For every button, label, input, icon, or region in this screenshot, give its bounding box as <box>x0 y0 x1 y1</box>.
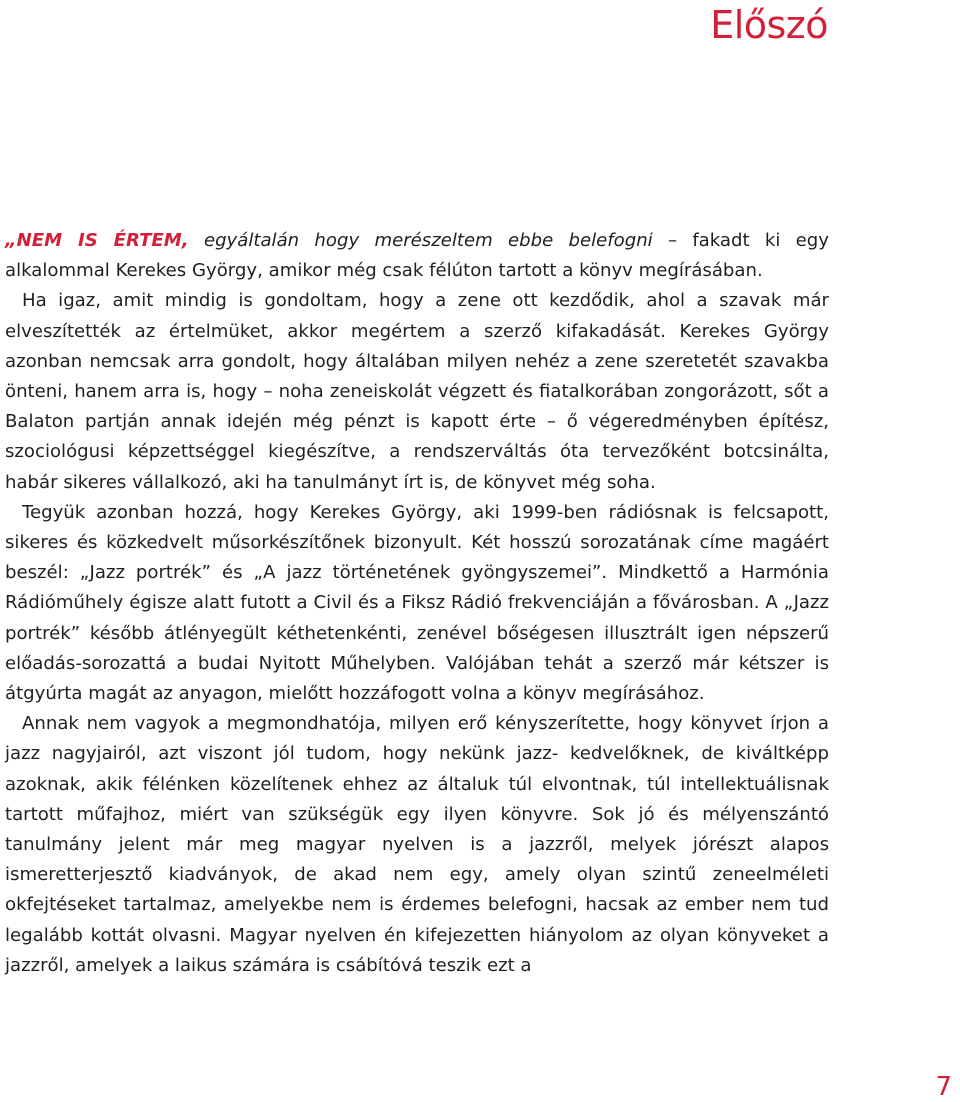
page-title: Előszó <box>710 3 828 47</box>
page-number: 7 <box>935 1072 952 1102</box>
lead-phrase: „NEM IS ÉRTEM, <box>5 230 189 251</box>
paragraph-4: Annak nem vagyok a megmondhatója, milyen erő kényszerítette, hogy könyvet írjon a jazz nagyjairól, azt viszont jól tudom, hogy nekünk jazz- kedvelőknek, de kiváltképp azoknak, akik félénken közelítenek ehhez az általuk túl elvontnak, túl intellektuálisnak tartott műfajhoz, miért van szükségük egy ilyen könyvre. Sok jó és mélyenszántó tanulmány jelent már meg magyar nyelven is a jazzről, melyek jórészt alapos ismeretterjesztő kiadványok, de akad nem egy, amely olyan szintű zeneelméleti okfejtéseket tartalmaz, amelyekbe nem is érdemes belefogni, hacsak az ember nem tud legalább kottát olvasni. Magyar nyelven én kifejezetten hiányolom az olyan könyveket a jazzről, amelyek a laikus számára is csábítóvá teszik ezt a <box>5 713 829 976</box>
quote-text: egyáltalán hogy merészeltem ebbe belefogni <box>188 230 653 251</box>
paragraph-1 <box>5 226 829 286</box>
paragraph-2: Ha igaz, amit mindig is gondoltam, hogy a zene ott kezdődik, ahol a szavak már elveszítették az értelmüket, akkor megértem a szerző kifakadását. Kerekes György azonban nemcsak arra gondolt, hogy általában milyen nehéz a zene szeretetét szavakba önteni, hanem arra is, hogy – noha zeneiskolát végzett és fiatalkorában zongorázott, sőt a Balaton partján annak idején még pénzt is kapott érte – ő végeredményben építész, szociológusi képzettséggel kiegészítve, a rendszerváltás óta tervezőként botcsinálta, habár sikeres vállalkozó, aki ha tanulmányt írt is, de könyvet még soha. <box>5 290 829 493</box>
paragraph-3: Tegyük azonban hozzá, hogy Kerekes György, aki 1999-ben rádiósnak is felcsapott, sikeres és közkedvelt műsorkészítőnek bizonyult. Két hosszú sorozatának címe magáért beszél: „Jazz portrék” és „A jazz történetének gyöngyszemei”. Mindkettő a Harmónia Rádióműhely égisze alatt futott a Civil és a Fiksz Rádió frekvenciáján a fővárosban. A „Jazz portrék” később átlényegült kéthetenkénti, zenével bőségesen illusztrált igen népszerű előadás-sorozattá a budai Nyitott Műhelyben. Valójában tehát a szerző már kétszer is átgyúrta magát az anyagon, mielőtt hozzáfogott volna a könyv megírásához. <box>5 501 829 705</box>
paragraph-1-rest: – fakadt ki egy alkalommal Kerekes György, amikor még csak félúton tartott a könyv megírásában. <box>5 230 829 282</box>
body-text <box>5 226 829 981</box>
